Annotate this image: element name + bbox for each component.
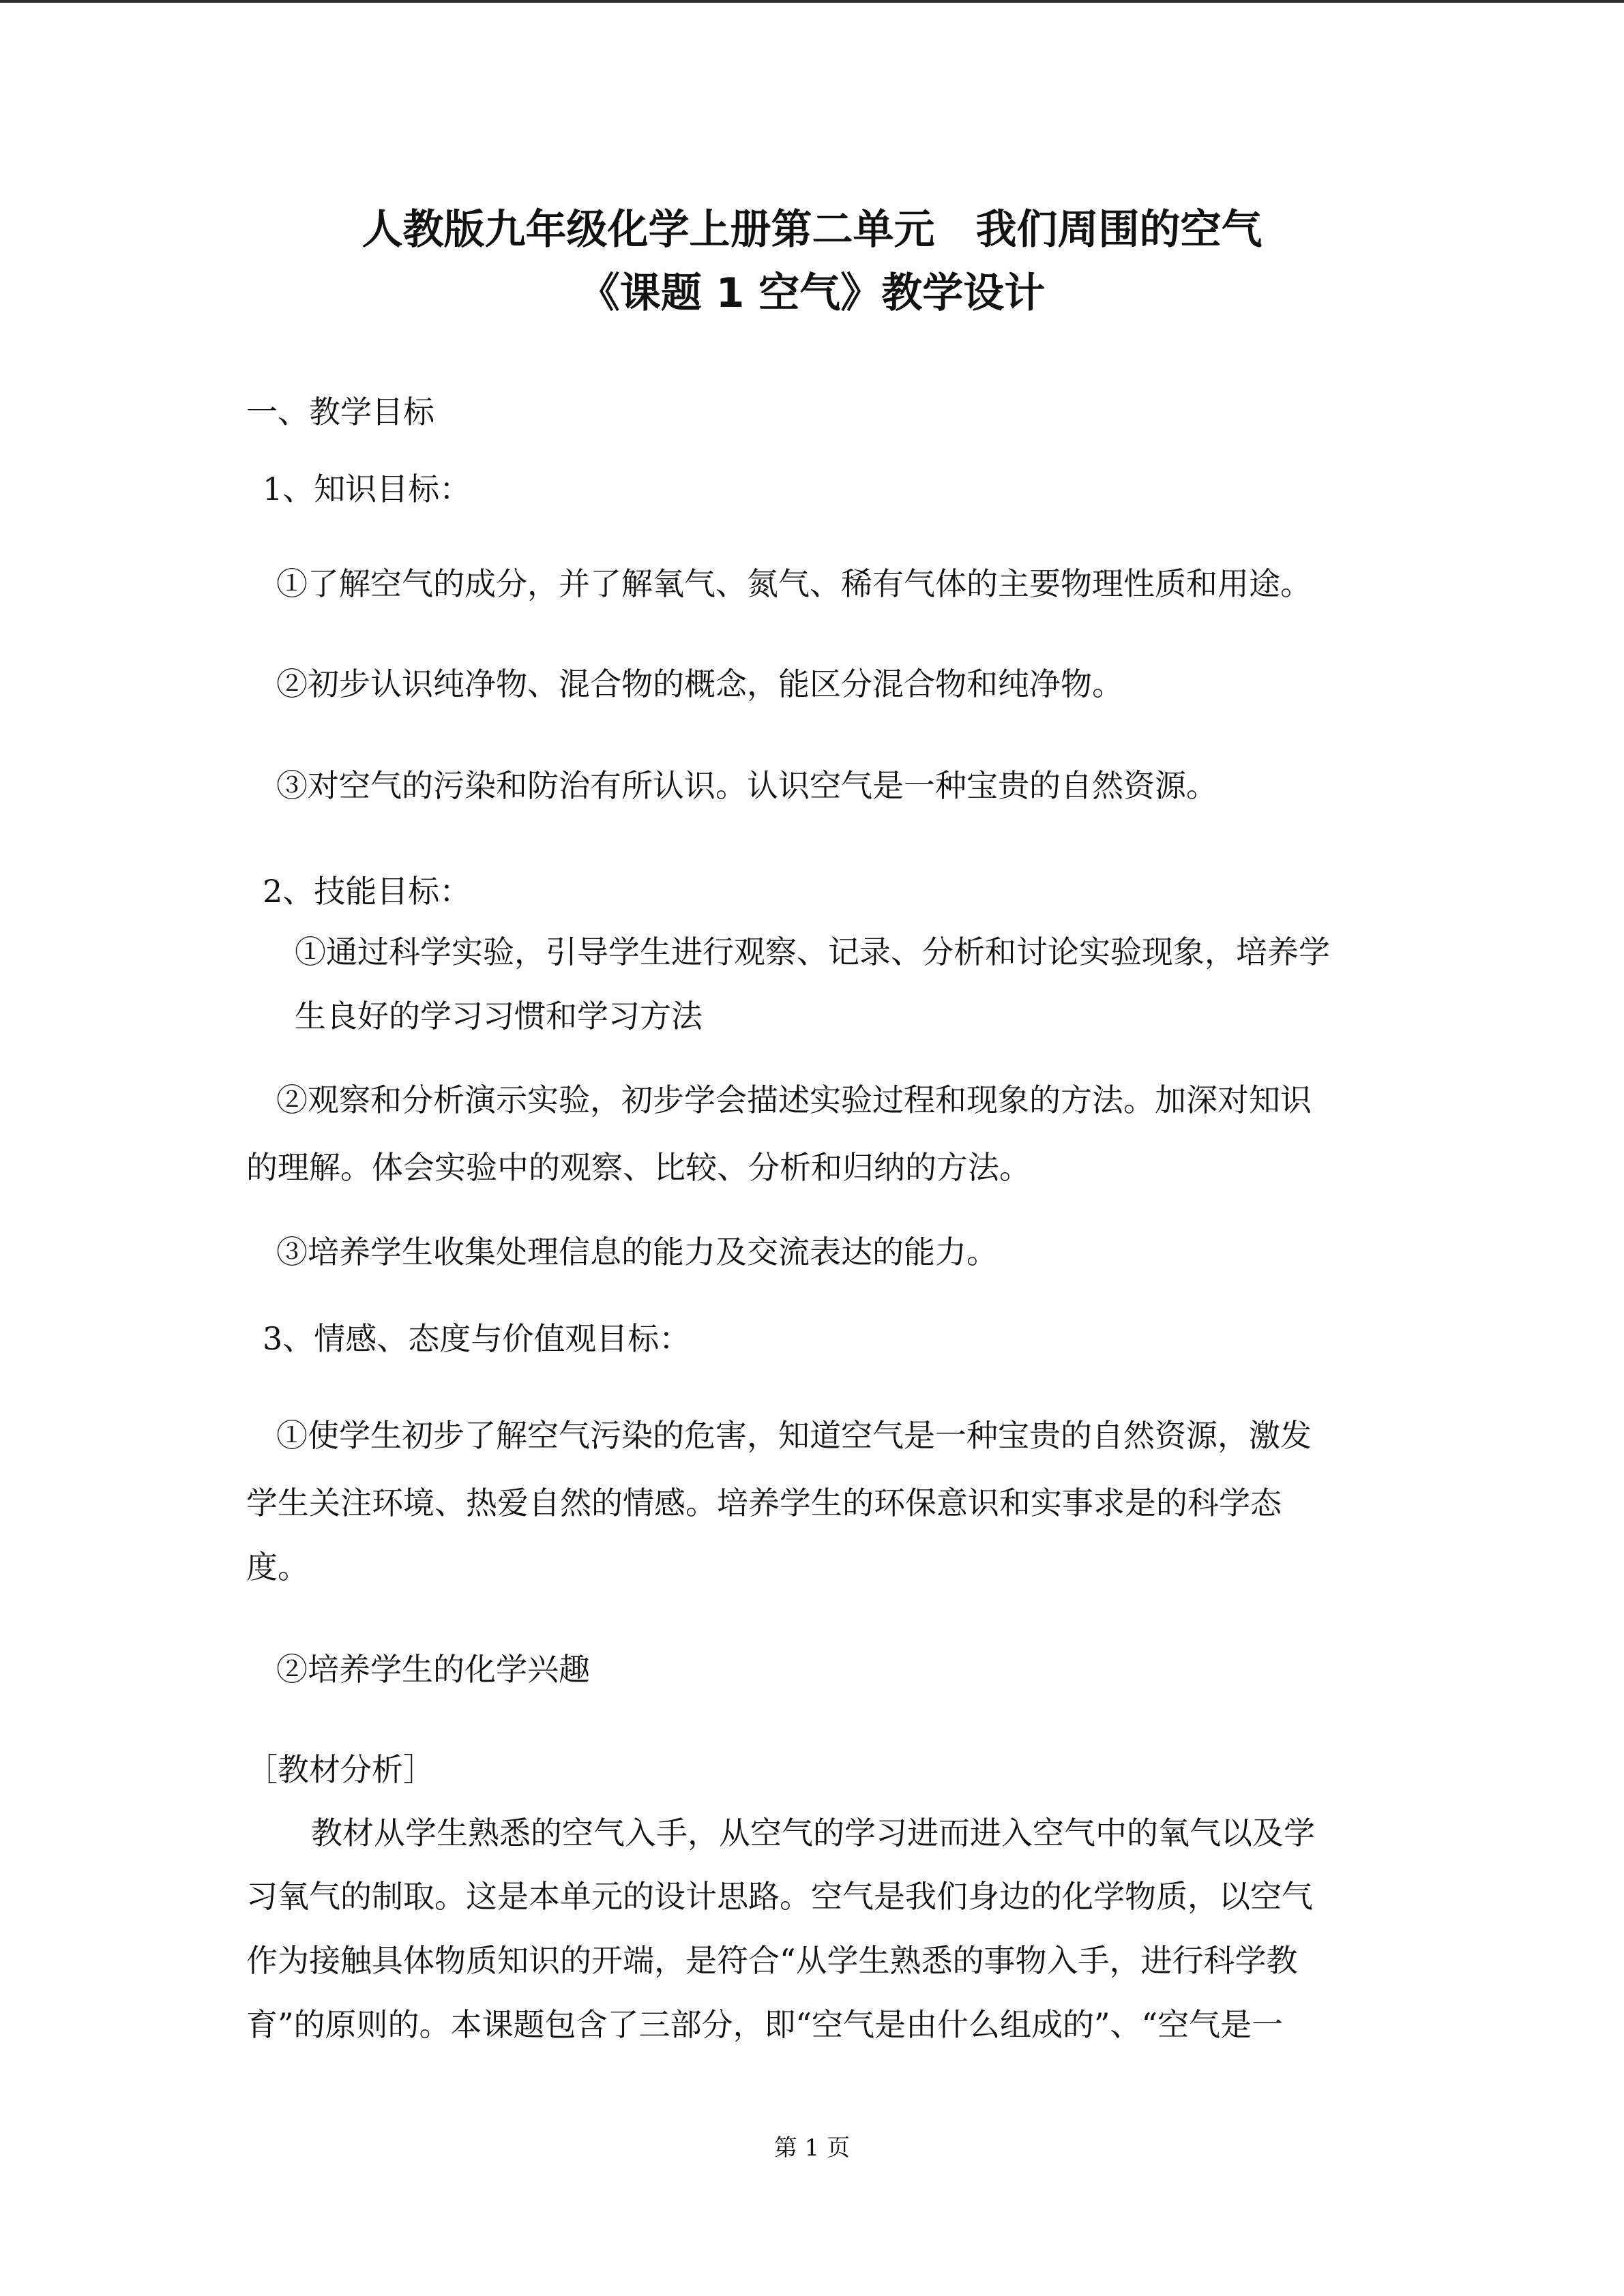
analysis-heading: ［教材分析］ bbox=[246, 1751, 434, 1788]
knowledge-goal-3: ③对空气的污染和防治有所认识。认识空气是一种宝贵的自然资源。 bbox=[276, 767, 1217, 804]
skill-goal-1-line-1: ①通过科学实验，引导学生进行观察、记录、分析和讨论实验现象，培养学 bbox=[295, 934, 1330, 970]
skill-goal-2-line-2: 的理解。体会实验中的观察、比较、分析和归纳的方法。 bbox=[246, 1149, 1031, 1186]
skill-goal-2-line-1: ②观察和分析演示实验，初步学会描述实验过程和现象的方法。加深对知识 bbox=[276, 1082, 1312, 1118]
analysis-line-2: 习氧气的制取。这是本单元的设计思路。空气是我们身边的化学物质，以空气 bbox=[246, 1878, 1313, 1915]
top-border bbox=[0, 0, 1624, 3]
emotion-goal-2: ②培养学生的化学兴趣 bbox=[276, 1651, 590, 1688]
analysis-line-4: 育”的原则的。本课题包含了三部分，即“空气是由什么组成的”、“空气是一 bbox=[246, 2006, 1284, 2043]
skill-goal-3: ③培养学生收集处理信息的能力及交流表达的能力。 bbox=[276, 1234, 998, 1270]
skill-goal-1-line-2: 生良好的学习习惯和学习方法 bbox=[295, 998, 703, 1034]
knowledge-goals-heading: 1、知识目标： bbox=[263, 471, 471, 507]
section-heading-goals: 一、教学目标 bbox=[246, 393, 434, 430]
skill-goals-heading: 2、技能目标： bbox=[263, 873, 471, 910]
analysis-line-3: 作为接触具体物质知识的开端，是符合“从学生熟悉的事物入手，进行科学教 bbox=[246, 1942, 1298, 1979]
emotion-goal-1-line-2: 学生关注环境、热爱自然的情感。培养学生的环保意识和实事求是的科学态 bbox=[246, 1485, 1282, 1521]
title-line-1: 人教版九年级化学上册第二单元 我们周围的空气 bbox=[361, 206, 1263, 254]
page-number: 第 1 页 bbox=[773, 2134, 851, 2162]
knowledge-goal-2: ②初步认识纯净物、混合物的概念，能区分混合物和纯净物。 bbox=[276, 666, 1123, 702]
emotion-goals-heading: 3、情感、态度与价值观目标： bbox=[263, 1320, 691, 1357]
emotion-goal-1-line-3: 度。 bbox=[246, 1549, 309, 1585]
title-line-2: 《课题 1 空气》教学设计 bbox=[578, 269, 1046, 317]
analysis-line-1: 教材从学生熟悉的空气入手，从空气的学习进而进入空气中的氧气以及学 bbox=[311, 1815, 1315, 1851]
knowledge-goal-1: ①了解空气的成分，并了解氧气、氮气、稀有气体的主要物理性质和用途。 bbox=[276, 565, 1312, 602]
emotion-goal-1-line-1: ①使学生初步了解空气污染的危害，知道空气是一种宝贵的自然资源，激发 bbox=[276, 1417, 1312, 1454]
